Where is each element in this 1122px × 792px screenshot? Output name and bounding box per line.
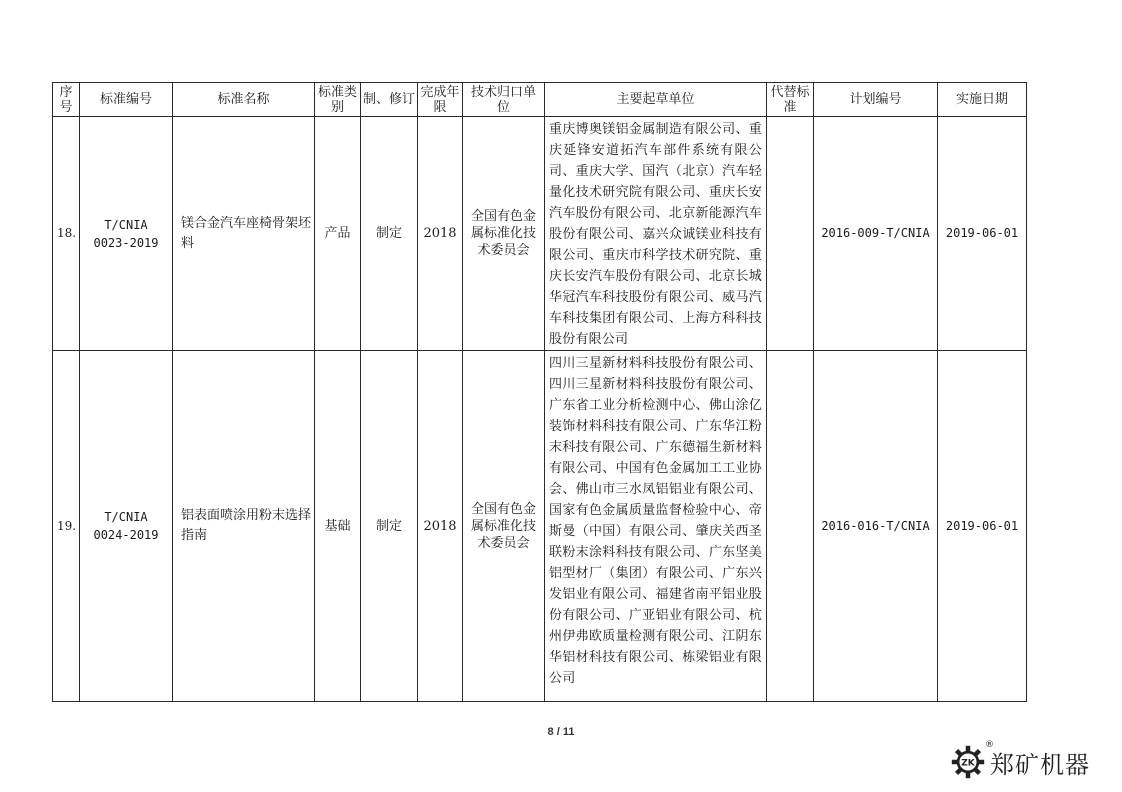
row-plan: 2016-016-T/CNIA: [814, 351, 938, 702]
row-code-line2: 0024-2019: [93, 528, 159, 542]
row-name: 镁合金汽车座椅骨架坯料: [173, 117, 315, 351]
row-name: 铝表面喷涂用粉末选择指南: [173, 351, 315, 702]
standards-table: [52, 82, 1027, 702]
row-code: [80, 117, 173, 351]
row-code-line1: T/CNIA: [104, 217, 148, 232]
header-code: 标准编号: [80, 83, 173, 117]
logo-text: 郑矿机器: [990, 750, 1090, 779]
row-year: 2018: [418, 351, 463, 702]
row-replace: [767, 117, 814, 351]
header-units: 主要起草单位: [545, 83, 767, 117]
row-plan: 2016-009-T/CNIA: [814, 117, 938, 351]
row-type: 产品: [315, 117, 361, 351]
header-mode: 制、修订: [361, 83, 418, 117]
row-committee: 全国有色金属标准化技术委员会: [463, 351, 545, 702]
row-year: 2018: [418, 117, 463, 351]
row-code-line2: 0023-2019: [93, 235, 159, 250]
header-seq: 序号: [53, 83, 80, 117]
registered-mark: ®: [985, 740, 994, 750]
header-plan: 计划编号: [814, 83, 938, 117]
page-number: 8 / 11: [547, 726, 575, 738]
row-mode: 制定: [361, 117, 418, 351]
zk-gear-icon: [950, 744, 986, 780]
row-date: 2019-06-01: [938, 117, 1027, 351]
logo: [950, 742, 1120, 782]
header-committee: 技术归口单位: [463, 83, 545, 117]
row-mode: 制定: [361, 351, 418, 702]
header-type: 标准类别: [315, 83, 361, 117]
row-code: [80, 351, 173, 702]
table-header-row: [53, 83, 1027, 117]
header-date: 实施日期: [938, 83, 1027, 117]
logo-mark: ZK: [961, 758, 975, 769]
row-seq: 18.: [53, 117, 80, 351]
row-replace: [767, 351, 814, 702]
row-seq: 19.: [53, 351, 80, 702]
row-units: 四川三星新材料科技股份有限公司、四川三星新材料科技股份有限公司、广东省工业分析检测中心、佛山涂亿装饰材料科技有限公司、广东华江粉末科技有限公司、广东德福生新材料有限公司、中国有色金属加工工业协会、佛山市三水凤铝铝业有限公司、国家有色金属质量监督检验中心、帝斯曼（中国）有限公司、肇庆关西圣联粉末涂料科技有限公司、广东坚美铝型材厂（集团）有限公司、广东兴发铝业有限公司、福建省南平铝业股份有限公司、广亚铝业有限公司、杭州伊弗欧质量检测有限公司、江阴东华铝材科技有限公司、栋梁铝业有限公司: [545, 351, 767, 702]
row-type: 基础: [315, 351, 361, 702]
table-row: [53, 351, 1027, 702]
row-date: 2019-06-01: [938, 351, 1027, 702]
row-units: 重庆博奥镁铝金属制造有限公司、重庆延锋安道拓汽车部件系统有限公司、重庆大学、国汽（北京）汽车轻量化技术研究院有限公司、重庆长安汽车股份有限公司、北京新能源汽车股份有限公司、嘉兴众诚镁业科技有限公司、重庆市科学技术研究院、重庆长安汽车股份有限公司、北京长城华冠汽车科技股份有限公司、威马汽车科技集团有限公司、上海方科科技股份有限公司: [545, 117, 767, 351]
table-row: [53, 117, 1027, 351]
header-year: 完成年限: [418, 83, 463, 117]
header-replace: 代替标准: [767, 83, 814, 117]
row-code-line1: T/CNIA: [104, 510, 148, 524]
row-committee: 全国有色金属标准化技术委员会: [463, 117, 545, 351]
header-name: 标准名称: [173, 83, 315, 117]
